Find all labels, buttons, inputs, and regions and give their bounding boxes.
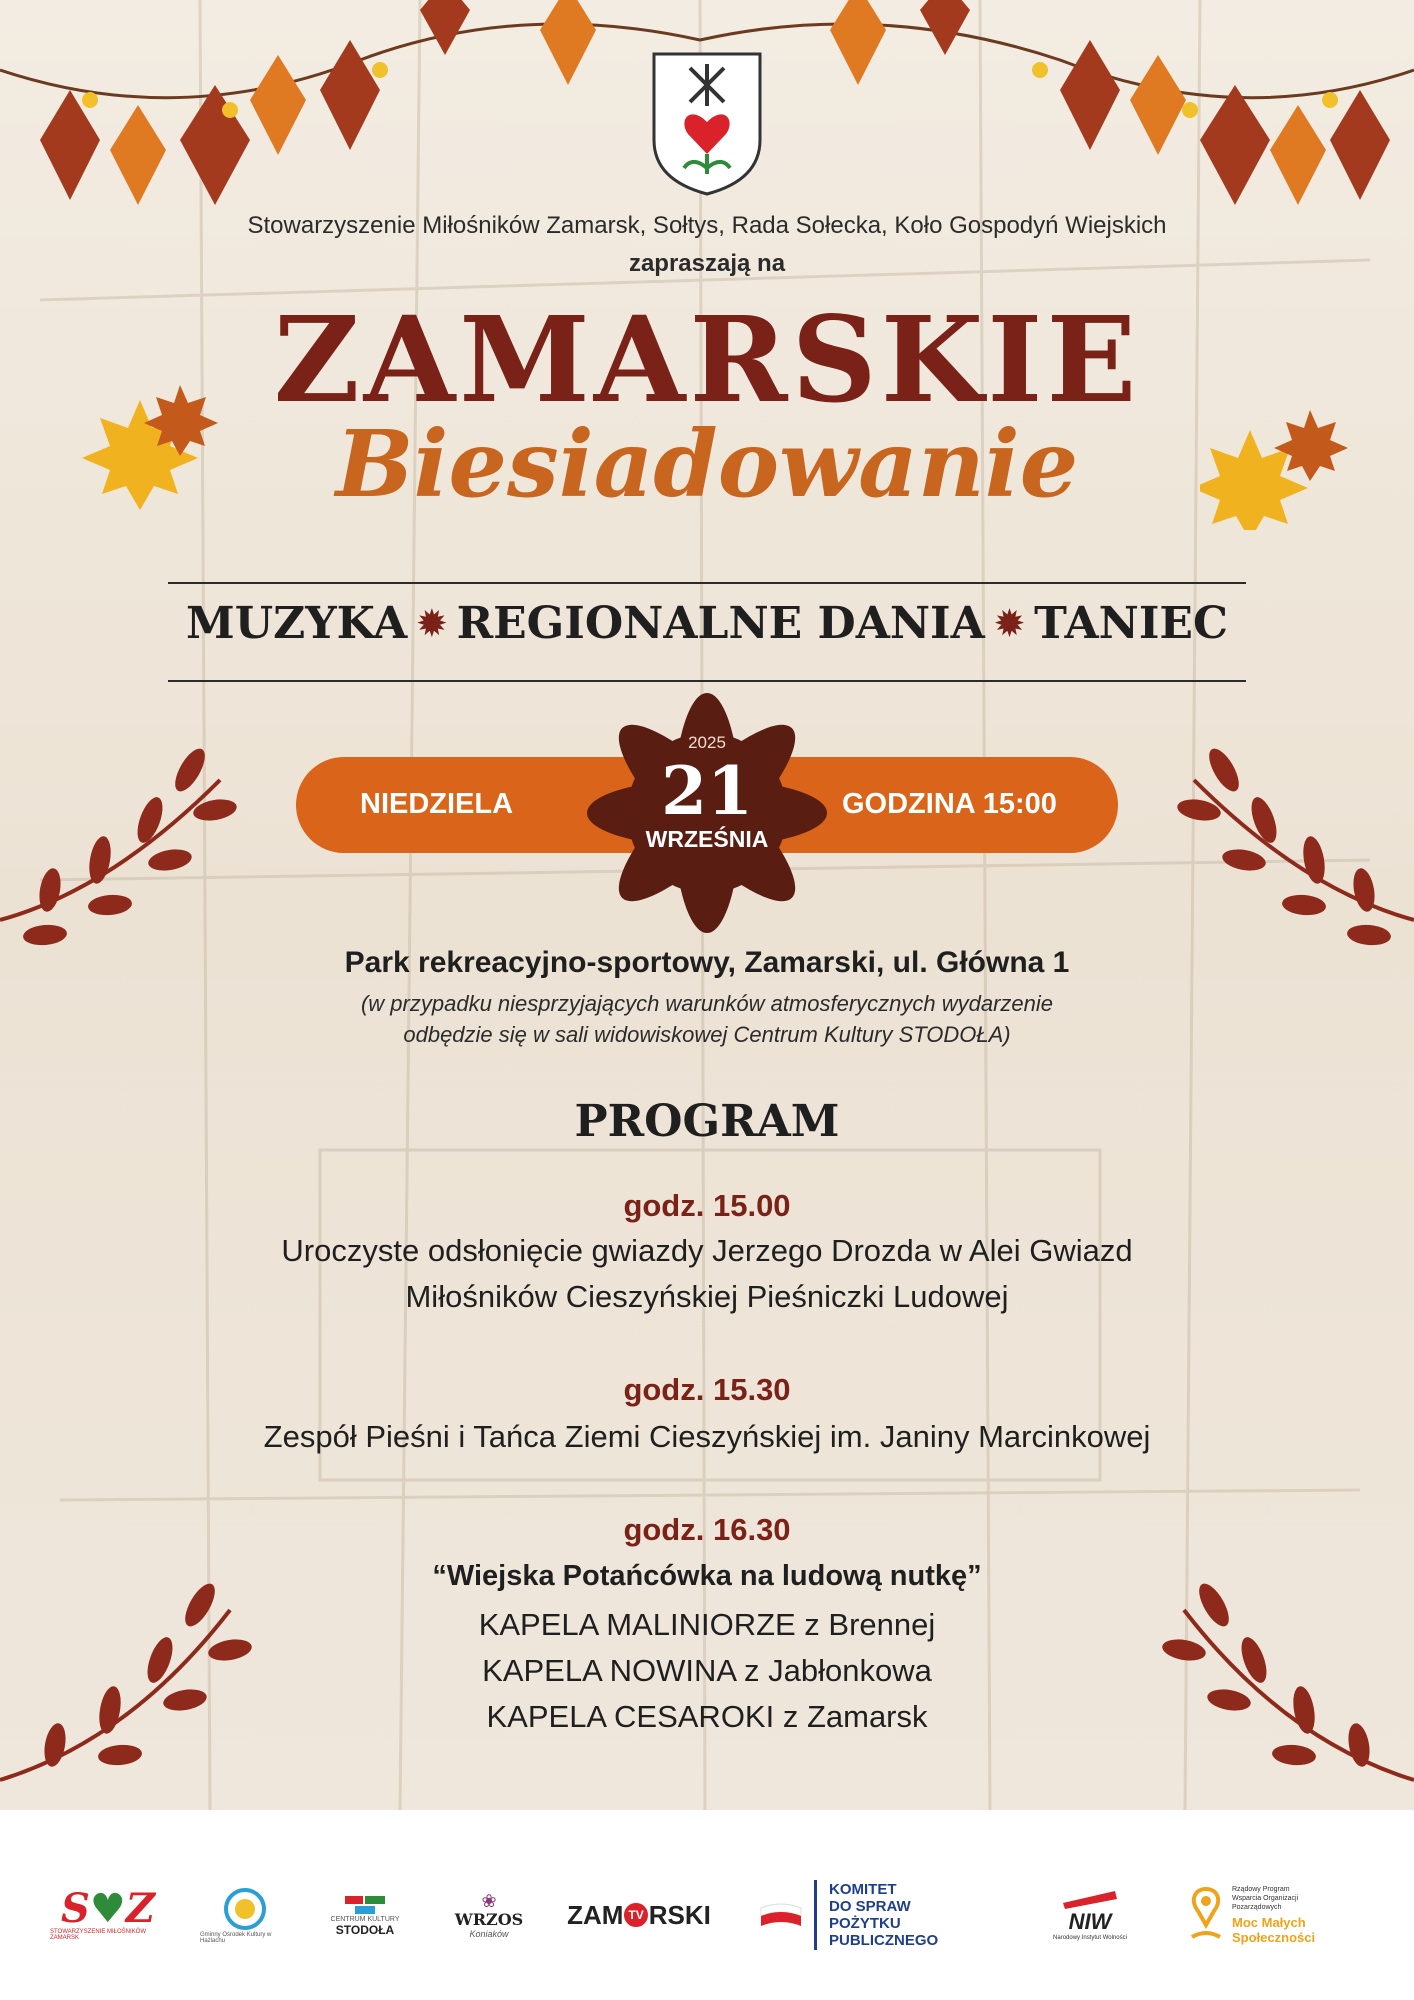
komitet-line: DO SPRAW — [829, 1898, 911, 1915]
date-day: 21 — [661, 752, 753, 830]
komitet-line: PUBLICZNEGO — [829, 1932, 939, 1949]
weather-note — [0, 988, 1414, 1050]
gok-caption: Gminny Ośrodek Kultury w Hażlachu — [200, 1932, 272, 1944]
time-text: GODZINA 15:00 — [842, 788, 1057, 820]
program-time: godz. 16.30 — [623, 1512, 791, 1547]
branch-lower-left-icon — [0, 1580, 260, 1800]
niw-caption: Narodowy Instytut Wolności — [1053, 1935, 1127, 1941]
komitet-line: POŻYTKU — [829, 1915, 901, 1932]
komitet-logo — [814, 1880, 984, 1950]
coat-of-arms-icon — [650, 50, 764, 198]
wrzos-logo — [442, 1880, 536, 1950]
wrzos-flower-icon: ❀ — [481, 1890, 497, 1911]
program-line: Zespół Pieśni i Tańca Ziemi Cieszyńskiej im. Janiny Marcinkowej — [263, 1419, 1151, 1454]
event-subtitle: Biesiadowanie — [335, 410, 1079, 518]
gok-icon — [220, 1886, 270, 1932]
niw-flag-icon — [1055, 1889, 1125, 1909]
themes-top-rule — [168, 582, 1246, 584]
branch-left-icon — [0, 740, 240, 960]
moc-malych-icon — [1186, 1885, 1226, 1945]
zamarski-text-a: ZAM — [567, 1899, 624, 1930]
band-item: KAPELA CESAROKI z Zamarsk — [486, 1699, 928, 1734]
theme-separator-icon: ✹ — [417, 603, 447, 644]
stodola-logo — [320, 1880, 410, 1950]
poland-flag-icon — [752, 1880, 810, 1950]
moc-small-line: Wsparcia Organizacji — [1232, 1895, 1299, 1902]
zamarski-tv-logo — [564, 1880, 714, 1950]
invite-text: zapraszają na — [628, 250, 786, 277]
program-time: godz. 15.30 — [623, 1372, 791, 1407]
program-line: Uroczyste odsłonięcie gwiazdy Jerzego Drozda w Alei Gwiazd — [281, 1233, 1133, 1268]
moc-big-line: Moc Małych — [1232, 1915, 1306, 1930]
program-heading: PROGRAM — [574, 1096, 840, 1147]
weekday-text: NIEDZIELA — [360, 788, 514, 820]
theme-music: MUZYKA — [186, 598, 408, 649]
wrzos-text: WRZOS — [454, 1909, 524, 1929]
program-line: Miłośników Cieszyńskiej Pieśniczki Ludowej — [405, 1279, 1009, 1314]
theme-separator-icon: ✹ — [995, 603, 1024, 644]
band-item: KAPELA MALINIORZE z Brennej — [478, 1607, 936, 1642]
zamarski-text-b: RSKI — [648, 1899, 711, 1930]
date-month: WRZEŚNIA — [645, 826, 769, 852]
organizers-text: Stowarzyszenie Miłośników Zamarsk, Sołtys, Rada Sołecka, Koło Gospodyń Wiejskich — [247, 212, 1167, 239]
maple-leaf-right-icon — [1200, 400, 1350, 530]
niw-logo — [1030, 1880, 1150, 1950]
program-time: godz. 15.00 — [623, 1188, 791, 1223]
stodola-small-text: CENTRUM KULTURY — [330, 1915, 400, 1923]
moc-malych-logo — [1186, 1880, 1346, 1950]
program-description — [0, 1228, 1414, 1320]
theme-food: REGIONALNE DANIA — [456, 598, 985, 649]
stodola-text: STODOŁA — [335, 1922, 395, 1937]
weather-note-line: (w przypadku niesprzyjających warunków atmosferycznych wydarzenie — [360, 991, 1054, 1016]
branch-right-icon — [1174, 740, 1414, 960]
wrzos-sub-text: Koniaków — [469, 1928, 509, 1939]
date-year: 2025 — [688, 733, 726, 752]
moc-small-line: Pozarządowych — [1232, 1904, 1282, 1911]
komitet-line: KOMITET — [829, 1881, 897, 1898]
branch-lower-right-icon — [1154, 1580, 1414, 1800]
smz-logo: S♥Z STOWARZYSZENIE MIŁOŚNIKÓW ZAMARSK — [50, 1880, 166, 1950]
venue-text: Park rekreacyjno-sportowy, Zamarski, ul. Główna 1 — [344, 946, 1070, 979]
moc-big-line: Społeczności — [1232, 1930, 1316, 1945]
band-item: KAPELA NOWINA z Jabłonkowa — [482, 1653, 932, 1688]
smz-caption: STOWARZYSZENIE MIŁOŚNIKÓW ZAMARSK — [50, 1929, 147, 1941]
maple-leaf-left-icon — [80, 380, 220, 510]
moc-small-line: Rządowy Program — [1232, 1886, 1290, 1893]
gok-logo — [200, 1880, 290, 1950]
theme-dance: TANIEC — [1034, 598, 1228, 649]
themes-row — [168, 598, 1246, 649]
program-title: “Wiejska Potańcówka na ludową nutkę” — [432, 1560, 982, 1592]
zamarski-tv-badge: TV — [624, 1903, 647, 1927]
niw-text: NIW — [1068, 1909, 1112, 1934]
themes-bottom-rule — [168, 680, 1246, 682]
weather-note-line: odbędzie się w sali widowiskowej Centrum Kultury STODOŁA) — [403, 1022, 1011, 1047]
event-title: ZAMARSKIE — [273, 290, 1141, 429]
stodola-icon — [343, 1894, 387, 1916]
